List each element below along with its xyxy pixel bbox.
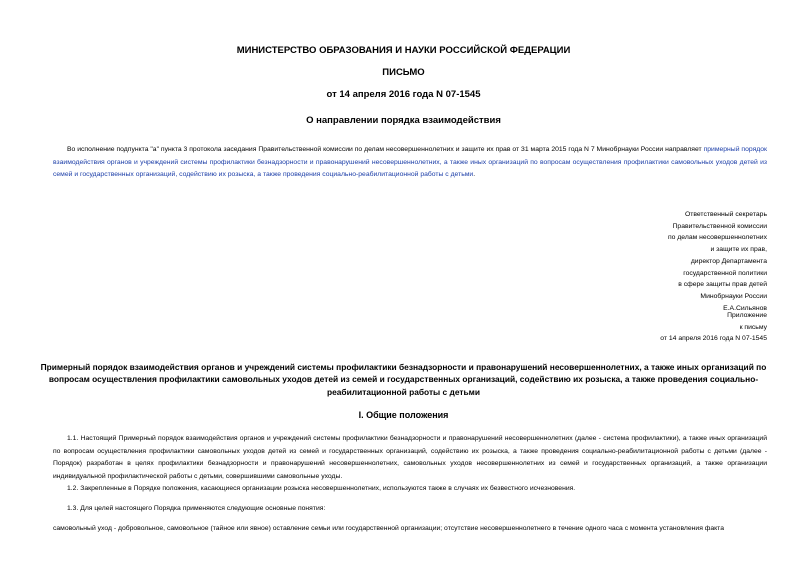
document-date-number: от 14 апреля 2016 года N 07-1545 <box>326 89 481 100</box>
section-paragraph-1-3: 1.3. Для целей настоящего Порядка применяются следующие основные понятия: <box>67 505 326 512</box>
signature-line: в сфере защиты прав детей <box>678 281 767 289</box>
signature-line: Минобрнауки России <box>700 292 767 300</box>
signature-line: Ответственный секретарь <box>684 211 767 218</box>
section-paragraph-definition: самовольный уход - добровольное, самовольное (тайное или явное) оставление семьи или государственной организации; отсутствие несовершеннолетнего в течение одного часа с момента установления факта <box>53 525 724 532</box>
appendix-title: Примерный порядок взаимодействия органов и учреждений системы профилактики безнадзорности и правонарушений несовершеннолетних, а также иных организаций по вопросам осуществления профилактики самовольных уходов детей из семей и государственных организаций, содействию их розыска, а также проведения социально-реабилитационной работы с детьми <box>40 362 767 397</box>
signature-line: Е.А.Сильянов <box>723 304 767 312</box>
intro-paragraph <box>53 144 767 182</box>
signature-line: и защите их прав, <box>710 246 767 254</box>
signature-line: по делам несовершеннолетних <box>667 234 767 242</box>
section-paragraph-1-1: 1.1. Настоящий Примерный порядок взаимодействия органов и учреждений системы профилактики безнадзорности и правонарушений несовершеннолетних (далее - система профилактики), а также иных организаций по вопросам осуществления профилактики самовольных уходов детей из семей и государственных организаций, содействию их розыска, а также проведения социально-реабилитационной работы с детьми (далее - Порядок) разработан в целях профилактики безнадзорности и правонарушений несовершеннолетних, самовольных уходов несовершеннолетних из семей и государственных организаций, а также организации индивидуальной профилактической работы с детьми, совершившими самовольные уходы. <box>53 435 767 480</box>
intro-text-end: . <box>473 171 476 179</box>
appendix-line: к письму <box>739 323 767 331</box>
intro-text: Во исполнение подпункта "а" пункта 3 протокола заседания Правительственной комиссии по делам несовершеннолетних и защите их прав от 31 марта 2015 года N 7 Минобрнауки России направляет <box>67 146 704 153</box>
procedure-link[interactable]: примерный порядок взаимодействия органов и учреждений системы профилактики безнадзорности и правонарушений несовершеннолетних, а также иных организаций по вопросам осуществления профилактики самовольных уходов детей из семей и государственных организаций, содействию их розыска, а также проведения социально-реабилитационной работы с детьми <box>53 146 767 179</box>
section-heading: I. Общие положения <box>358 410 449 420</box>
section-paragraph-1-2: 1.2. Закрепленные в Порядке положения, касающиеся организации розыска несовершеннолетних, используются также в случаях их безвестного исчезновения. <box>67 485 576 492</box>
document-type-heading: ПИСЬМО <box>382 67 425 78</box>
signature-block <box>547 209 767 314</box>
appendix-line: от 14 апреля 2016 года N 07-1545 <box>660 335 767 343</box>
appendix-line: Приложение <box>727 312 767 319</box>
ministry-heading: МИНИСТЕРСТВО ОБРАЗОВАНИЯ И НАУКИ РОССИЙСКОЙ ФЕДЕРАЦИИ <box>236 45 571 56</box>
signature-line: директор Департамента <box>690 257 767 265</box>
appendix-reference <box>547 310 767 345</box>
document-subject: О направлении порядка взаимодействия <box>306 115 501 126</box>
signature-line: государственной политики <box>683 269 767 277</box>
signature-line: Правительственной комиссии <box>672 222 767 230</box>
